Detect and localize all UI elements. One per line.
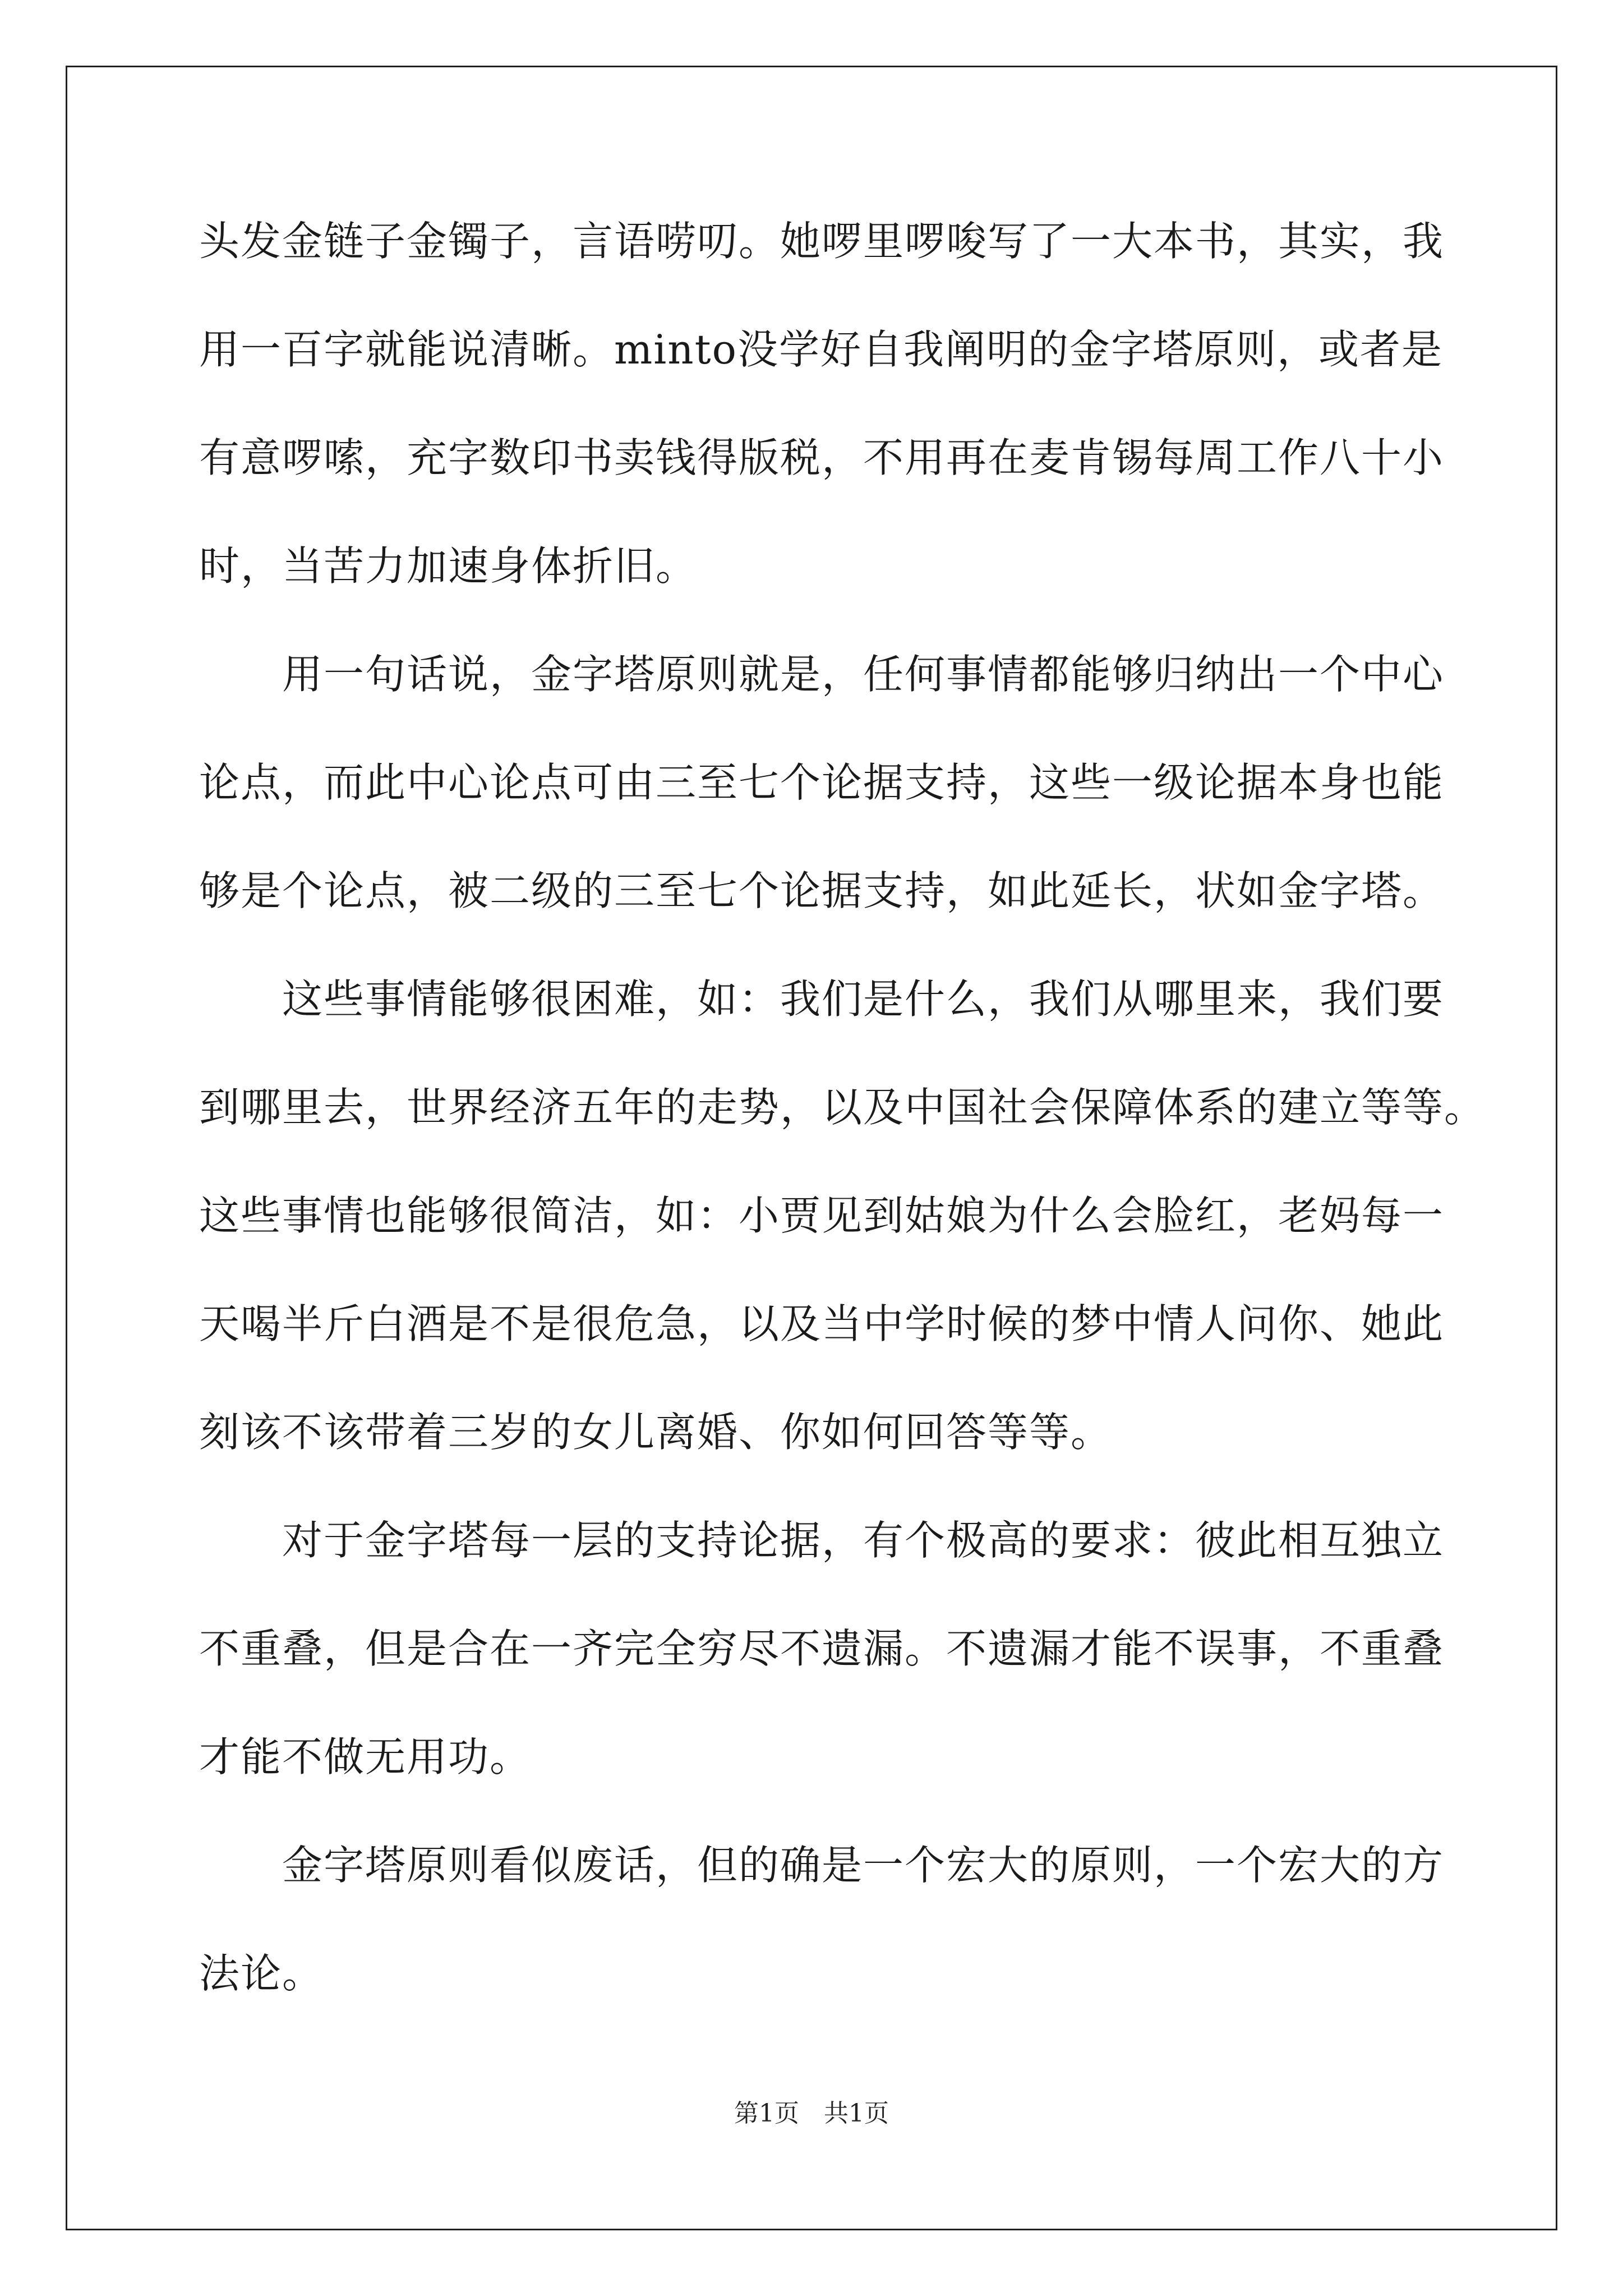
text-line: 够是个论点，被二级的三至七个论据支持，如此延长，状如金字塔。 bbox=[199, 867, 1445, 914]
text-line: 法论。 bbox=[199, 1950, 324, 1997]
text-line: 天喝半斤白酒是不是很危急，以及当中学时候的梦中情人问你、她此 bbox=[199, 1300, 1445, 1347]
text-line: 用一百字就能说清晰。minto没学好自我阐明的金字塔原则，或者是 bbox=[199, 326, 1443, 373]
page-number-footer: 第1页 共1页 bbox=[734, 2099, 889, 2128]
text-line: 这些事情也能够很简洁，如：小贾见到姑娘为什么会脸红，老妈每一 bbox=[199, 1192, 1445, 1239]
text-line: 金字塔原则看似废话，但的确是一个宏大的原则，一个宏大的方 bbox=[199, 1842, 1445, 1889]
text-line: 对于金字塔每一层的支持论据，有个极高的要求：彼此相互独立 bbox=[199, 1517, 1445, 1564]
page-border bbox=[66, 66, 1557, 2230]
text-line: 刻该不该带着三岁的女儿离婚、你如何回答等等。 bbox=[199, 1409, 1113, 1456]
text-line: 论点，而此中心论点可由三至七个论据支持，这些一级论据本身也能 bbox=[199, 759, 1445, 806]
text-line: 才能不做无用功。 bbox=[199, 1733, 532, 1780]
text-line: 用一句话说，金字塔原则就是，任何事情都能够归纳出一个中心 bbox=[199, 651, 1445, 698]
text-line: 时，当苦力加速身体折旧。 bbox=[199, 542, 698, 590]
text-line: 头发金链子金镯子，言语唠叨。她啰里啰唆写了一大本书，其实，我 bbox=[199, 218, 1445, 265]
text-line: 不重叠，但是合在一齐完全穷尽不遗漏。不遗漏才能不误事，不重叠 bbox=[199, 1625, 1445, 1672]
text-line: 有意啰嗦，充字数印书卖钱得版税，不用再在麦肯锡每周工作八十小 bbox=[199, 434, 1445, 481]
text-line: 到哪里去，世界经济五年的走势，以及中国社会保障体系的建立等等。 bbox=[199, 1084, 1486, 1131]
text-line: 这些事情能够很困难，如：我们是什么，我们从哪里来，我们要 bbox=[199, 976, 1445, 1023]
